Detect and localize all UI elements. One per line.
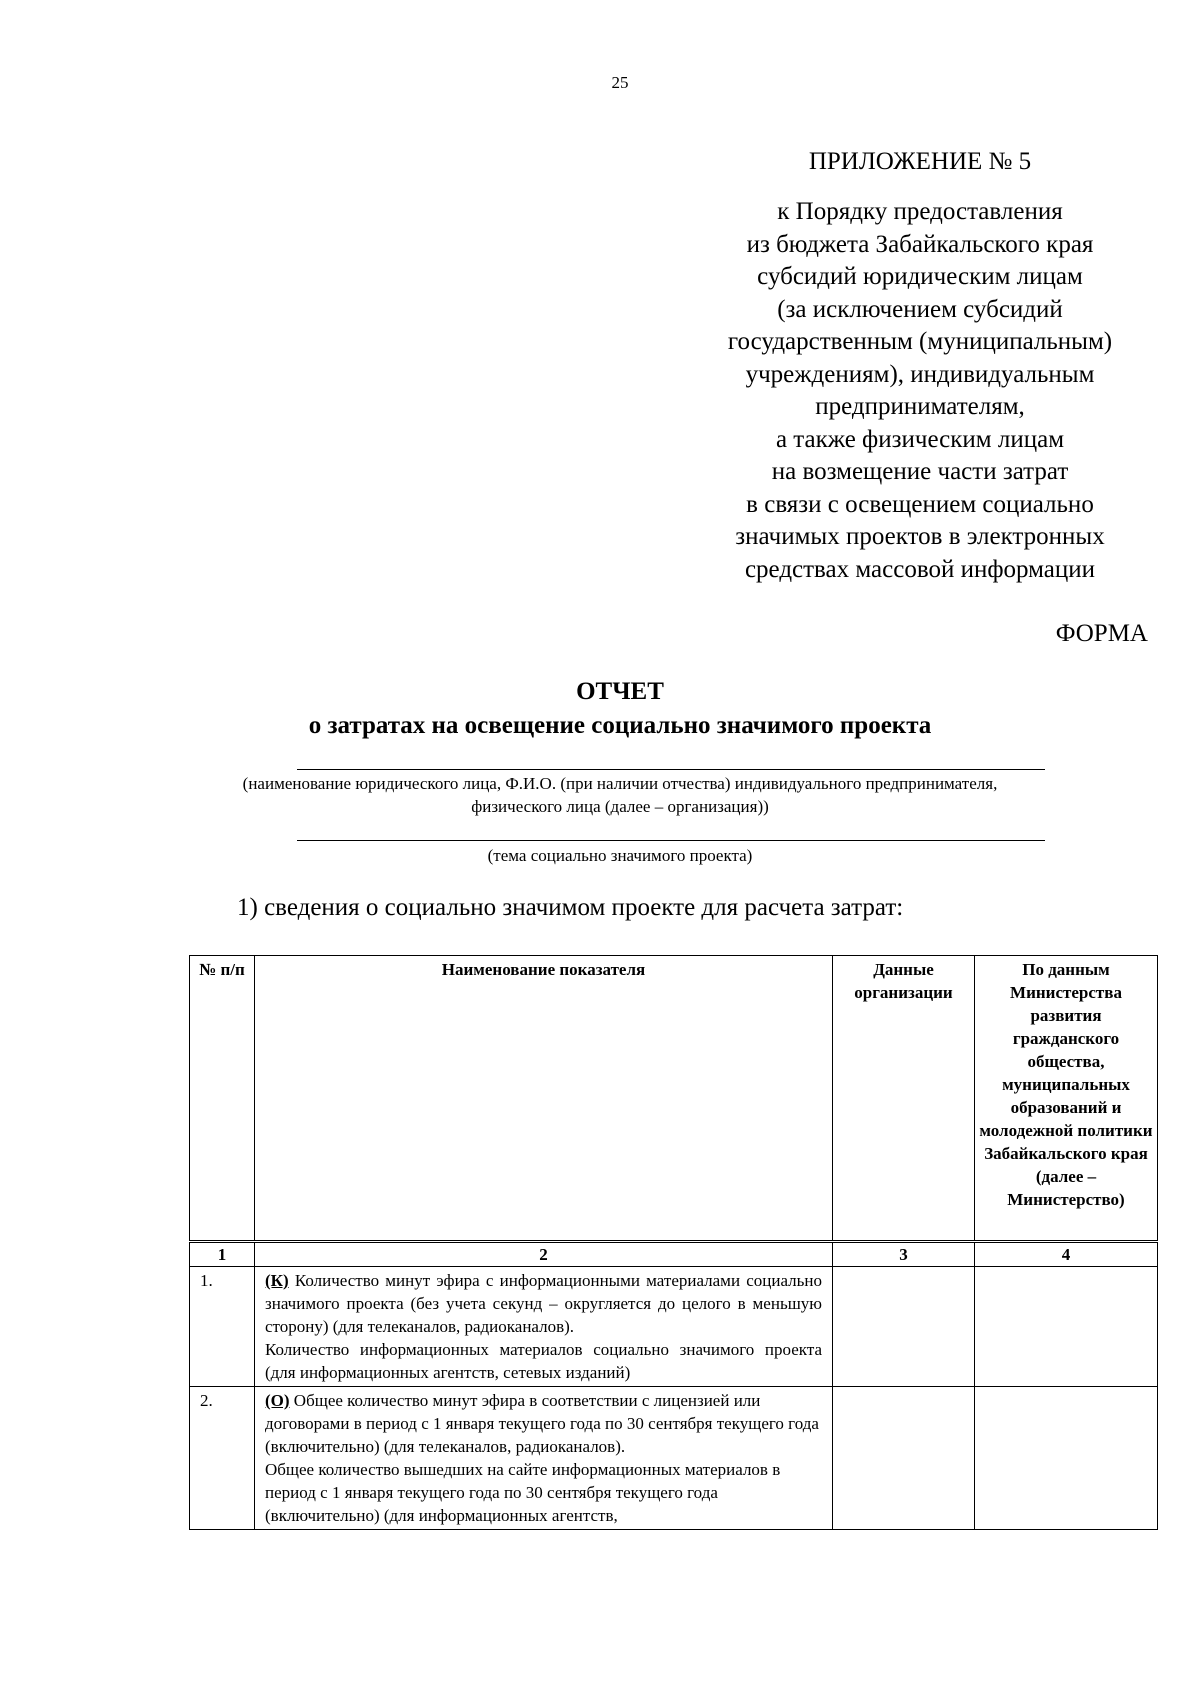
appendix-line: к Порядку предоставления (777, 198, 1063, 225)
form-label: ФОРМА (1055, 620, 1148, 647)
header-name: Наименование показателя (255, 956, 833, 1241)
table-row (190, 1387, 1158, 1530)
indicator-code: (О) (265, 1391, 290, 1410)
header-num: № п/п (190, 956, 255, 1241)
indicator-paragraph: Общее количество вышедших на сайте информационных материалов в период с 1 января текущего года по 30 сентября текущего года (включительно) (для информационных агентств, (265, 1460, 781, 1525)
appendix-line: а также физическим лицам (775, 425, 1065, 453)
org-data-cell[interactable] (833, 1267, 975, 1387)
table-row (190, 1267, 1158, 1387)
appendix-line: на возмещение части затрат (771, 458, 1069, 485)
section-heading: 1) сведения о социально значимом проекте для расчета затрат: (237, 894, 904, 921)
indicator-name (255, 1387, 833, 1530)
column-number: 4 (975, 1243, 1158, 1267)
page-number: 25 (611, 73, 629, 92)
report-title: ОТЧЕТ (576, 678, 664, 705)
table-header-row (190, 956, 1158, 1241)
column-number: 2 (255, 1243, 833, 1267)
appendix-line: субсидий юридическим лицам (757, 263, 1083, 290)
appendix-line: (за исключением субсидий (777, 295, 1063, 323)
indicator-paragraph: Количество информационных материалов социально значимого проекта (для информационных агентств, сетевых изданий) (265, 1340, 822, 1382)
indicator-text: Общее количество минут эфира в соответствии с лицензией или договорами в период с 1 января текущего года по 30 сентября текущего года (включительно) (для телеканалов, радиоканалов). (265, 1391, 819, 1456)
report-subtitle: о затратах на освещение социально значимого проекта (308, 712, 932, 739)
organization-fill-line (297, 769, 1045, 770)
ministry-data-cell[interactable] (975, 1267, 1158, 1387)
appendix-line: значимых проектов в электронных (735, 523, 1105, 550)
appendix-line: средствах массовой информации (744, 555, 1096, 583)
row-number: 2. (190, 1387, 255, 1530)
topic-fill-line (297, 840, 1045, 841)
row-number: 1. (190, 1267, 255, 1387)
costs-table (189, 955, 1158, 1530)
organization-caption-line: (наименование юридического лица, Ф.И.О. (при наличии отчества) индивидуального предпринимателя, (242, 774, 998, 793)
ministry-data-cell[interactable] (975, 1387, 1158, 1530)
column-numbering-row (190, 1243, 1158, 1267)
appendix-line: учреждениям), индивидуальным (745, 360, 1095, 388)
topic-caption: (тема социально значимого проекта) (487, 846, 753, 865)
appendix-line: государственным (муниципальным) (727, 328, 1113, 355)
indicator-code: (К) (265, 1271, 289, 1290)
org-data-cell[interactable] (833, 1387, 975, 1530)
appendix-line: предпринимателям, (815, 393, 1025, 420)
organization-caption (0, 772, 1200, 818)
organization-caption-line: физического лица (далее – организация)) (471, 797, 769, 816)
appendix-line: в связи с освещением социально (746, 490, 1094, 518)
appendix-text (680, 196, 1160, 586)
appendix-line: из бюджета Забайкальского края (746, 230, 1094, 258)
header-ministry: По данным Министерства развития гражданского общества, муниципальных образований и молодежной политики Забайкальского края (далее – Министерство) (975, 956, 1158, 1241)
column-number: 1 (190, 1243, 255, 1267)
indicator-name (255, 1267, 833, 1387)
indicator-paragraph (265, 1269, 822, 1338)
appendix-title: ПРИЛОЖЕНИЕ № 5 (808, 148, 1032, 175)
column-number: 3 (833, 1243, 975, 1267)
indicator-paragraph (265, 1389, 822, 1458)
indicator-text: Количество минут эфира с информационными материалами социально значимого проекта (без учета секунд – округляется до целого в меньшую сторону) (для телеканалов, радиоканалов). (265, 1271, 822, 1336)
header-org: Данные организации (833, 956, 975, 1241)
